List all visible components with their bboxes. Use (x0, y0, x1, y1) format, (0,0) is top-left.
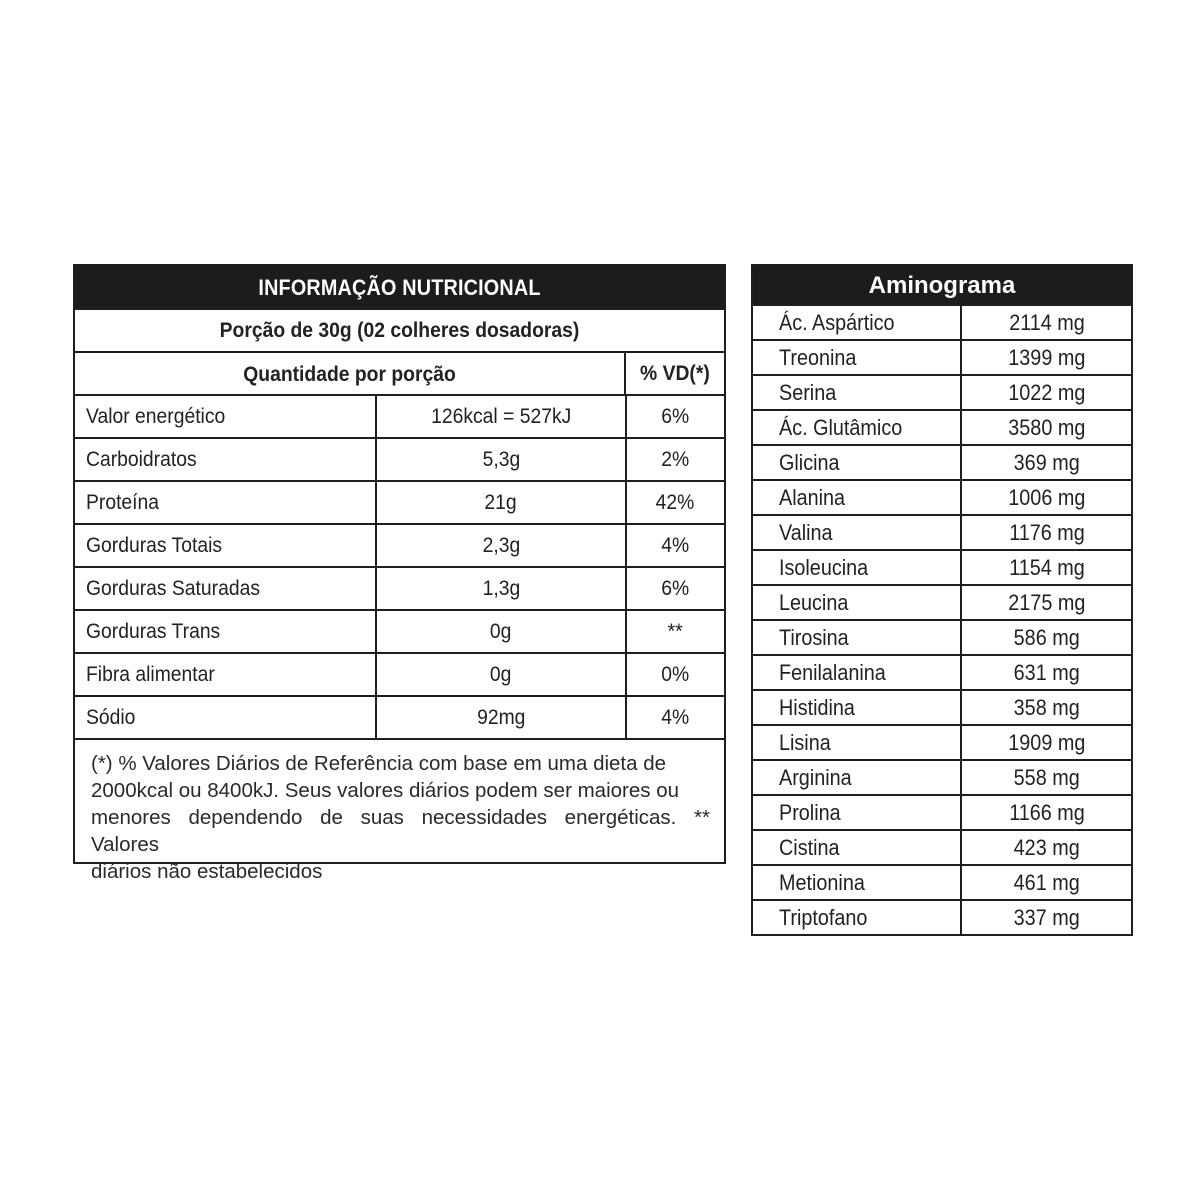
table-row (753, 549, 1131, 584)
nutrient-amount: 0g (377, 654, 627, 695)
nutrient-vd: 42% (656, 491, 695, 514)
amino-acid-name: Isoleucina (753, 551, 962, 584)
amino-acid-name: Cistina (753, 831, 962, 864)
nutrient-vd: 4% (661, 534, 690, 557)
nutrient-vd: 4% (661, 706, 690, 729)
nutrient-vd: 2% (661, 448, 690, 471)
table-row (753, 444, 1131, 479)
table-row (753, 514, 1131, 549)
amino-acid-name: Prolina (753, 796, 962, 829)
amino-acid-value: 1006 mg (1007, 485, 1086, 510)
amino-acid-value: 337 mg (1013, 905, 1080, 930)
amino-acid-name: Ác. Aspártico (753, 306, 962, 339)
nutrient-name: Gorduras Saturadas (75, 568, 377, 609)
amino-acid-value: 1166 mg (1008, 800, 1085, 825)
amino-acid-value: 1909 mg (1007, 730, 1086, 755)
amino-acid-name: Triptofano (753, 901, 962, 934)
portion-label: Porção de 30g (02 colheres dosadoras) (219, 318, 580, 342)
nutrient-name: Proteína (75, 482, 377, 523)
amino-acid-value: 461 mg (1013, 870, 1080, 895)
aminogram-title: Aminograma (753, 266, 1131, 304)
table-row (753, 584, 1131, 619)
amino-acid-name: Leucina (753, 586, 962, 619)
table-row (753, 619, 1131, 654)
table-row (75, 394, 724, 437)
nutrient-name: Gorduras Trans (75, 611, 377, 652)
nutrient-amount: 92mg (377, 697, 627, 738)
aminogram-table (751, 264, 1133, 936)
quantity-header: Quantidade por porção (75, 353, 626, 394)
table-row (753, 339, 1131, 374)
nutrient-amount: 5,3g (377, 439, 627, 480)
footnote-line: (*) % Valores Diários de Referência com base em uma dieta de (91, 752, 667, 775)
nutrient-name: Carboidratos (75, 439, 377, 480)
table-row (753, 374, 1131, 409)
amino-acid-name: Glicina (753, 446, 962, 479)
table-row (75, 437, 724, 480)
nutrient-amount: 0g (377, 611, 627, 652)
footnote-line: diários não estabelecidos (91, 860, 323, 883)
nutrient-amount: 1,3g (377, 568, 627, 609)
nutrient-vd: ** (667, 620, 684, 643)
amino-acid-name: Metionina (753, 866, 962, 899)
nutrition-table (73, 264, 726, 883)
amino-acid-name: Lisina (753, 726, 962, 759)
nutrient-amount: 2,3g (377, 525, 627, 566)
vd-header: % VD(*) (640, 362, 710, 385)
table-row (75, 566, 724, 609)
nutrition-rows (75, 394, 724, 738)
nutrient-vd: 6% (661, 405, 690, 428)
table-row (753, 409, 1131, 444)
table-row (753, 479, 1131, 514)
amino-acid-value: 1022 mg (1007, 380, 1086, 405)
amino-acid-value: 586 mg (1013, 625, 1080, 650)
table-row (753, 864, 1131, 899)
portion-row (75, 308, 724, 351)
quantity-header-row (75, 351, 724, 394)
nutrient-amount: 21g (377, 482, 627, 523)
amino-acid-name: Tirosina (753, 621, 962, 654)
nutrient-amount: 126kcal = 527kJ (377, 396, 627, 437)
table-row (753, 794, 1131, 829)
amino-acid-value: 2114 mg (1008, 310, 1085, 335)
table-row (753, 654, 1131, 689)
nutrient-name: Sódio (75, 697, 377, 738)
amino-acid-value: 1399 mg (1007, 345, 1086, 370)
amino-acid-name: Ác. Glutâmico (753, 411, 962, 444)
amino-acid-name: Fenilalanina (753, 656, 962, 689)
table-row (75, 652, 724, 695)
table-row (753, 304, 1131, 339)
nutrient-name: Fibra alimentar (75, 654, 377, 695)
table-row (753, 759, 1131, 794)
amino-acid-value: 2175 mg (1007, 590, 1086, 615)
amino-acid-name: Arginina (753, 761, 962, 794)
amino-acid-name: Histidina (753, 691, 962, 724)
amino-acid-value: 558 mg (1013, 765, 1080, 790)
table-row (75, 480, 724, 523)
table-row (753, 899, 1131, 934)
table-row (753, 689, 1131, 724)
nutrition-title: INFORMAÇÃO NUTRICIONAL (107, 266, 691, 308)
amino-acid-name: Alanina (753, 481, 962, 514)
table-row (753, 829, 1131, 864)
amino-acid-value: 1154 mg (1008, 555, 1085, 580)
nutrition-title-bar (75, 266, 724, 308)
nutrient-vd: 6% (661, 577, 690, 600)
amino-acid-value: 369 mg (1013, 450, 1080, 475)
table-row (75, 523, 724, 566)
footnote-line: 2000kcal ou 8400kJ. Seus valores diários podem ser maiores ou (91, 779, 679, 802)
amino-acid-name: Serina (753, 376, 962, 409)
footnote (75, 738, 724, 883)
amino-acid-value: 358 mg (1013, 695, 1080, 720)
table-row (75, 609, 724, 652)
footnote-line: menores dependendo de suas necessidades energéticas. ** Valores (91, 806, 710, 856)
amino-acid-name: Treonina (753, 341, 962, 374)
nutrient-name: Valor energético (75, 396, 377, 437)
amino-acid-value: 631 mg (1013, 660, 1080, 685)
amino-acid-value: 1176 mg (1008, 520, 1085, 545)
aminogram-rows (753, 304, 1131, 934)
amino-acid-name: Valina (753, 516, 962, 549)
amino-acid-value: 423 mg (1013, 835, 1080, 860)
table-row (753, 724, 1131, 759)
nutrient-name: Gorduras Totais (75, 525, 377, 566)
table-row (75, 695, 724, 738)
amino-acid-value: 3580 mg (1007, 415, 1086, 440)
nutrient-vd: 0% (661, 663, 690, 686)
